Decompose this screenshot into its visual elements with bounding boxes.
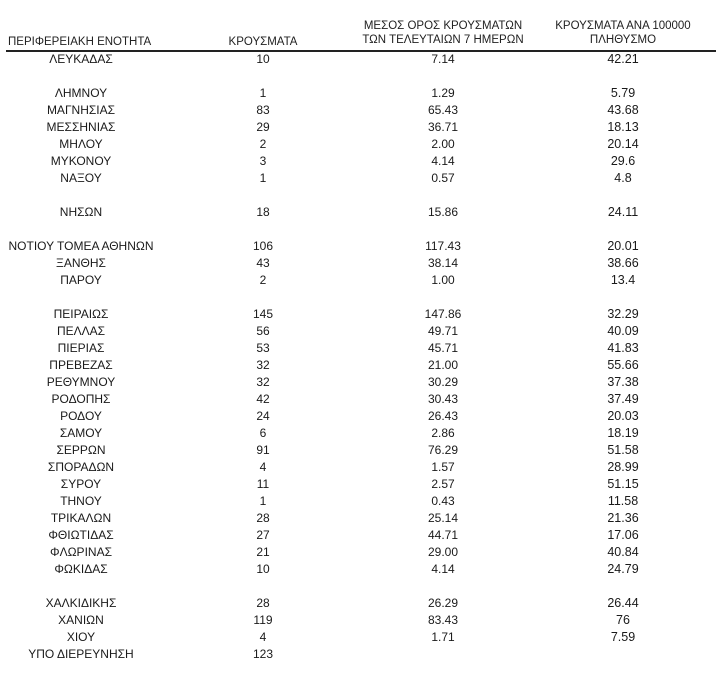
region-cell: ΠΑΡΟΥ bbox=[60, 273, 102, 287]
table-row bbox=[0, 204, 720, 221]
avg-cell: 1.00 bbox=[431, 273, 455, 287]
cases-cell: 28 bbox=[256, 596, 270, 610]
region-cell: ΤΗΝΟΥ bbox=[60, 494, 102, 508]
avg-cell: 44.71 bbox=[427, 528, 459, 542]
table-row bbox=[0, 238, 720, 255]
rate-cell: 41.83 bbox=[607, 341, 639, 355]
table-row bbox=[0, 510, 720, 527]
region-cell: ΛΕΥΚΑΔΑΣ bbox=[49, 52, 113, 66]
table-body bbox=[0, 51, 720, 663]
rate-cell: 40.09 bbox=[607, 324, 639, 338]
rate-cell: 20.14 bbox=[607, 137, 639, 151]
rate-cell: 13.4 bbox=[610, 273, 636, 287]
avg-cell: 29.00 bbox=[427, 545, 459, 559]
cases-cell: 32 bbox=[256, 375, 270, 389]
region-cell: ΣΕΡΡΩΝ bbox=[56, 443, 106, 457]
header-avg-line1: ΜΕΣΟΣ ΟΡΟΣ ΚΡΟΥΣΜΑΤΩΝ bbox=[363, 20, 523, 32]
cases-cell: 21 bbox=[256, 545, 270, 559]
region-cell: ΝΑΞΟΥ bbox=[60, 171, 102, 185]
cases-cell: 4 bbox=[259, 630, 267, 644]
region-cell: ΦΘΙΩΤΙΔΑΣ bbox=[48, 528, 114, 542]
rate-cell: 51.15 bbox=[607, 477, 639, 491]
avg-cell: 4.14 bbox=[431, 562, 455, 576]
table-row bbox=[0, 136, 720, 153]
header-rate-line2: ΠΛΗΘΥΣΜΟ bbox=[589, 34, 657, 46]
cases-cell: 83 bbox=[256, 103, 270, 117]
table-row bbox=[0, 459, 720, 476]
rate-cell: 20.01 bbox=[607, 239, 639, 253]
region-cell: ΡΟΔΟΥ bbox=[60, 409, 102, 423]
avg-cell: 30.43 bbox=[427, 392, 459, 406]
rate-cell: 40.84 bbox=[607, 545, 639, 559]
region-cell: ΝΗΣΩΝ bbox=[59, 205, 103, 219]
header-region: ΠΕΡΙΦΕΡΕΙΑΚΗ ΕΝΟΤΗΤΑ bbox=[8, 36, 152, 48]
avg-cell: 117.43 bbox=[425, 239, 461, 253]
cases-cell: 1 bbox=[259, 86, 267, 100]
region-cell: ΣΠΟΡΑΔΩΝ bbox=[47, 460, 115, 474]
avg-cell: 2.00 bbox=[431, 137, 455, 151]
table-row bbox=[0, 544, 720, 561]
cases-cell: 6 bbox=[259, 426, 267, 440]
region-cell: ΧΑΝΙΩΝ bbox=[58, 613, 104, 627]
spacer-row bbox=[0, 578, 720, 595]
table-row bbox=[0, 306, 720, 323]
header-7day-average bbox=[350, 19, 536, 47]
rate-cell: 32.29 bbox=[607, 307, 639, 321]
table-row bbox=[0, 51, 720, 68]
cases-cell: 53 bbox=[256, 341, 270, 355]
cases-cell: 18 bbox=[256, 205, 270, 219]
table-row bbox=[0, 323, 720, 340]
table-row bbox=[0, 476, 720, 493]
region-cell: ΣΑΜΟΥ bbox=[59, 426, 103, 440]
avg-cell: 26.29 bbox=[427, 596, 459, 610]
rate-cell: 21.36 bbox=[607, 511, 639, 525]
region-cell: ΜΥΚΟΝΟΥ bbox=[50, 154, 112, 168]
region-cell: ΜΕΣΣΗΝΙΑΣ bbox=[46, 120, 116, 134]
avg-cell: 65.43 bbox=[427, 103, 459, 117]
table-row bbox=[0, 340, 720, 357]
rate-cell: 38.66 bbox=[607, 256, 639, 270]
rate-cell: 55.66 bbox=[607, 358, 639, 372]
avg-cell: 25.14 bbox=[427, 511, 459, 525]
header-avg-line2: ΤΩΝ ΤΕΛΕΥΤΑΙΩΝ 7 ΗΜΕΡΩΝ bbox=[362, 34, 524, 46]
rate-cell: 18.19 bbox=[607, 426, 639, 440]
avg-cell: 30.29 bbox=[427, 375, 459, 389]
region-cell: ΧΙΟΥ bbox=[66, 630, 96, 644]
cases-cell: 32 bbox=[256, 358, 270, 372]
cases-cell: 24 bbox=[256, 409, 270, 423]
region-cell: ΧΑΛΚΙΔΙΚΗΣ bbox=[45, 596, 117, 610]
avg-cell: 21.00 bbox=[427, 358, 459, 372]
region-cell: ΠΕΛΛΑΣ bbox=[56, 324, 106, 338]
rate-cell: 42.21 bbox=[607, 52, 639, 66]
region-cell: ΜΗΛΟΥ bbox=[59, 137, 103, 151]
rate-cell: 17.06 bbox=[607, 528, 639, 542]
region-cell: ΦΛΩΡΙΝΑΣ bbox=[50, 545, 112, 559]
rate-cell: 26.44 bbox=[607, 596, 639, 610]
rate-cell: 18.13 bbox=[607, 120, 639, 134]
region-cell: ΣΥΡΟΥ bbox=[60, 477, 102, 491]
region-cell: ΡΕΘΥΜΝΟΥ bbox=[46, 375, 116, 389]
table-row bbox=[0, 425, 720, 442]
cases-cell: 106 bbox=[252, 239, 274, 253]
region-cell: ΡΟΔΟΠΗΣ bbox=[51, 392, 111, 406]
cases-cell: 1 bbox=[259, 494, 267, 508]
avg-cell: 45.71 bbox=[427, 341, 459, 355]
table-row bbox=[0, 119, 720, 136]
avg-cell: 2.86 bbox=[431, 426, 455, 440]
rate-cell: 37.38 bbox=[607, 375, 639, 389]
rate-cell: 24.79 bbox=[607, 562, 639, 576]
cases-cell: 28 bbox=[256, 511, 270, 525]
cases-cell: 10 bbox=[256, 562, 270, 576]
table-row bbox=[0, 85, 720, 102]
spacer-row bbox=[0, 187, 720, 204]
table-row bbox=[0, 442, 720, 459]
rate-cell: 43.68 bbox=[607, 103, 639, 117]
region-cell: ΝΟΤΙΟΥ ΤΟΜΕΑ ΑΘΗΝΩΝ bbox=[8, 239, 154, 253]
avg-cell: 2.57 bbox=[431, 477, 455, 491]
cases-cell: 145 bbox=[252, 307, 274, 321]
table-row bbox=[0, 374, 720, 391]
rate-cell: 51.58 bbox=[607, 443, 639, 457]
rate-cell: 20.03 bbox=[607, 409, 639, 423]
table-row bbox=[0, 357, 720, 374]
table-row bbox=[0, 612, 720, 629]
avg-cell: 1.71 bbox=[431, 630, 455, 644]
avg-cell: 147.86 bbox=[424, 307, 462, 321]
cases-cell: 4 bbox=[259, 460, 267, 474]
region-cell: ΞΑΝΘΗΣ bbox=[56, 256, 106, 270]
cases-cell: 2 bbox=[259, 273, 267, 287]
avg-cell: 4.14 bbox=[431, 154, 455, 168]
avg-cell: 7.14 bbox=[431, 52, 455, 66]
avg-cell: 83.43 bbox=[427, 613, 459, 627]
cases-cell: 11 bbox=[256, 477, 270, 491]
region-cell: ΠΕΙΡΑΙΩΣ bbox=[53, 307, 109, 321]
cases-cell: 123 bbox=[252, 647, 274, 661]
header-rate-line1: ΚΡΟΥΣΜΑΤΑ ΑΝΑ 100000 bbox=[555, 20, 691, 32]
cases-cell: 91 bbox=[256, 443, 270, 457]
rate-cell: 37.49 bbox=[607, 392, 639, 406]
avg-cell: 1.29 bbox=[431, 86, 455, 100]
table-row bbox=[0, 170, 720, 187]
cases-cell: 27 bbox=[256, 528, 270, 542]
cases-cell: 10 bbox=[256, 52, 270, 66]
avg-cell: 15.86 bbox=[427, 205, 459, 219]
region-cell: ΠΡΕΒΕΖΑΣ bbox=[49, 358, 113, 372]
table-row bbox=[0, 408, 720, 425]
table-row bbox=[0, 493, 720, 510]
avg-cell: 1.57 bbox=[431, 460, 455, 474]
cases-cell: 42 bbox=[256, 392, 270, 406]
avg-cell: 0.57 bbox=[431, 171, 455, 185]
avg-cell: 76.29 bbox=[427, 443, 459, 457]
table-row bbox=[0, 272, 720, 289]
spacer-row bbox=[0, 68, 720, 85]
avg-cell: 0.43 bbox=[431, 494, 455, 508]
header-rate-per-100k bbox=[533, 19, 713, 47]
rate-cell: 7.59 bbox=[610, 630, 636, 644]
spacer-row bbox=[0, 221, 720, 238]
table-row bbox=[0, 255, 720, 272]
table-row bbox=[0, 153, 720, 170]
rate-cell: 5.79 bbox=[610, 86, 636, 100]
avg-cell: 49.71 bbox=[427, 324, 459, 338]
table-row bbox=[0, 629, 720, 646]
region-cell: ΜΑΓΝΗΣΙΑΣ bbox=[46, 103, 116, 117]
cases-cell: 3 bbox=[259, 154, 267, 168]
header-cases: ΚΡΟΥΣΜΑΤΑ bbox=[228, 36, 298, 48]
rate-cell: 24.11 bbox=[607, 205, 639, 219]
cases-cell: 29 bbox=[256, 120, 270, 134]
avg-cell: 26.43 bbox=[427, 409, 459, 423]
cases-cell: 56 bbox=[256, 324, 270, 338]
avg-cell: 38.14 bbox=[427, 256, 459, 270]
rate-cell: 76 bbox=[616, 613, 630, 627]
table-row bbox=[0, 102, 720, 119]
table-row bbox=[0, 561, 720, 578]
table-row bbox=[0, 527, 720, 544]
region-cell: ΛΗΜΝΟΥ bbox=[54, 86, 108, 100]
cases-cell: 2 bbox=[259, 137, 267, 151]
spacer-row bbox=[0, 289, 720, 306]
table-row bbox=[0, 595, 720, 612]
rate-cell: 11.58 bbox=[607, 494, 639, 508]
region-cell: ΦΩΚΙΔΑΣ bbox=[54, 562, 108, 576]
table-row bbox=[0, 646, 720, 663]
rate-cell: 28.99 bbox=[607, 460, 639, 474]
rate-cell: 29.6 bbox=[610, 154, 636, 168]
cases-cell: 1 bbox=[259, 171, 267, 185]
region-cell: ΠΙΕΡΙΑΣ bbox=[57, 341, 105, 355]
rate-cell: 4.8 bbox=[614, 171, 632, 185]
region-cell: ΥΠΟ ΔΙΕΡΕΥΝΗΣΗ bbox=[28, 647, 134, 661]
cases-cell: 43 bbox=[256, 256, 270, 270]
table-row bbox=[0, 391, 720, 408]
cases-cell: 119 bbox=[253, 613, 273, 627]
avg-cell: 36.71 bbox=[427, 120, 459, 134]
region-cell: ΤΡΙΚΑΛΩΝ bbox=[50, 511, 112, 525]
